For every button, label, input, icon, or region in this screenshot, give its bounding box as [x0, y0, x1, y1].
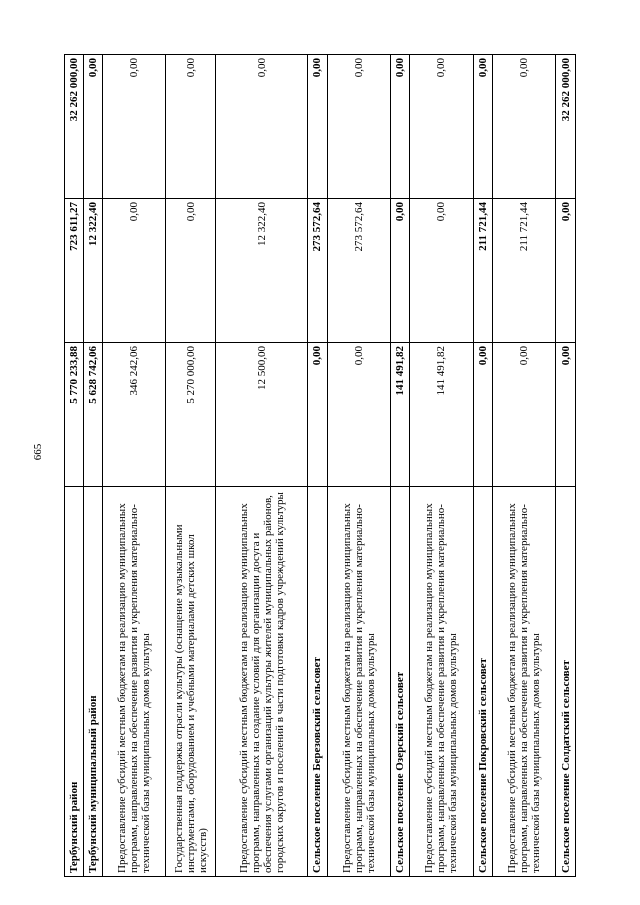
row-value-2: 12 322,40 — [216, 199, 308, 343]
row-name: Сельское поселение Березовский сельсовет — [307, 487, 327, 877]
row-value-1: 0,00 — [473, 343, 493, 487]
row-value-3: 0,00 — [103, 55, 166, 199]
table-row — [103, 55, 166, 877]
row-value-3: 32 262 000,00 — [556, 55, 576, 199]
row-name: Предоставление субсидий местным бюджетам на реализацию муниципальных программ, направленных на обеспечение развития и укрепления материально-технической базы муниципальных домов культуры — [327, 487, 390, 877]
row-name: Предоставление субсидий местным бюджетам на реализацию муниципальных программ, направленных на обеспечение развития и укрепления материально-технической базы муниципальных домов культуры — [103, 487, 166, 877]
row-value-1: 0,00 — [493, 343, 556, 487]
row-value-1: 5 270 000,00 — [166, 343, 216, 487]
row-value-3: 0,00 — [493, 55, 556, 199]
row-value-2: 0,00 — [103, 199, 166, 343]
row-value-1: 0,00 — [307, 343, 327, 487]
table-row — [556, 55, 576, 877]
row-name: Предоставление субсидий местным бюджетам на реализацию муниципальных программ, направленных на обеспечение развития и укрепления материально-технической базы муниципальных домов культуры — [493, 487, 556, 877]
subsidy-table — [64, 54, 576, 877]
row-value-1: 0,00 — [327, 343, 390, 487]
table-row — [493, 55, 556, 877]
row-value-3: 0,00 — [327, 55, 390, 199]
row-name: Сельское поселение Покровский сельсовет — [473, 487, 493, 877]
row-value-2: 0,00 — [390, 199, 410, 343]
row-value-2: 0,00 — [166, 199, 216, 343]
row-value-2: 12 322,40 — [83, 199, 103, 343]
rotated-table-container — [64, 55, 576, 877]
row-value-3: 0,00 — [216, 55, 308, 199]
table-row — [216, 55, 308, 877]
row-name: Сельское поселение Солдатский сельсовет — [556, 487, 576, 877]
row-value-1: 141 491,82 — [410, 343, 473, 487]
row-value-1: 346 242,06 — [103, 343, 166, 487]
row-name: Тербунский муниципальный район — [83, 487, 103, 877]
row-value-3: 0,00 — [307, 55, 327, 199]
row-value-2: 0,00 — [556, 199, 576, 343]
table-row — [307, 55, 327, 877]
table-row — [473, 55, 493, 877]
table-row — [166, 55, 216, 877]
row-value-1: 0,00 — [556, 343, 576, 487]
row-value-2: 273 572,64 — [327, 199, 390, 343]
table-row — [390, 55, 410, 877]
row-value-3: 0,00 — [410, 55, 473, 199]
row-value-1: 5 628 742,06 — [83, 343, 103, 487]
row-name: Предоставление субсидий местным бюджетам на реализацию муниципальных программ, направленных на обеспечение развития и укрепления материально-технической базы муниципальных домов культуры — [410, 487, 473, 877]
row-value-2: 211 721,44 — [493, 199, 556, 343]
row-value-2: 0,00 — [410, 199, 473, 343]
row-value-2: 273 572,64 — [307, 199, 327, 343]
table-row — [83, 55, 103, 877]
row-value-3: 0,00 — [473, 55, 493, 199]
table-row — [410, 55, 473, 877]
row-name: Сельское поселение Озерский сельсовет — [390, 487, 410, 877]
row-value-3: 0,00 — [83, 55, 103, 199]
row-name: Предоставление субсидий местным бюджетам на реализацию муниципальных программ, направленных на создание условий для организации досуга и обеспечения услугами организаций культуры жителей муниципальных районов, городских округов и поселений в части подготовки кадров учреждений культуры — [216, 487, 308, 877]
row-value-3: 32 262 000,00 — [65, 55, 84, 199]
row-value-3: 0,00 — [166, 55, 216, 199]
table-row — [327, 55, 390, 877]
table-row — [65, 55, 84, 877]
row-value-3: 0,00 — [390, 55, 410, 199]
row-value-1: 141 491,82 — [390, 343, 410, 487]
row-value-2: 723 611,27 — [65, 199, 84, 343]
row-name: Тербунский район — [65, 487, 84, 877]
page-number: 665 — [32, 443, 44, 461]
row-value-1: 12 500,00 — [216, 343, 308, 487]
row-value-1: 5 770 233,88 — [65, 343, 84, 487]
row-name: Государственная поддержка отрасли культуры (оснащение музыкальными инструментами, оборудованием и учебными материалами детских школ искусств) — [166, 487, 216, 877]
row-value-2: 211 721,44 — [473, 199, 493, 343]
